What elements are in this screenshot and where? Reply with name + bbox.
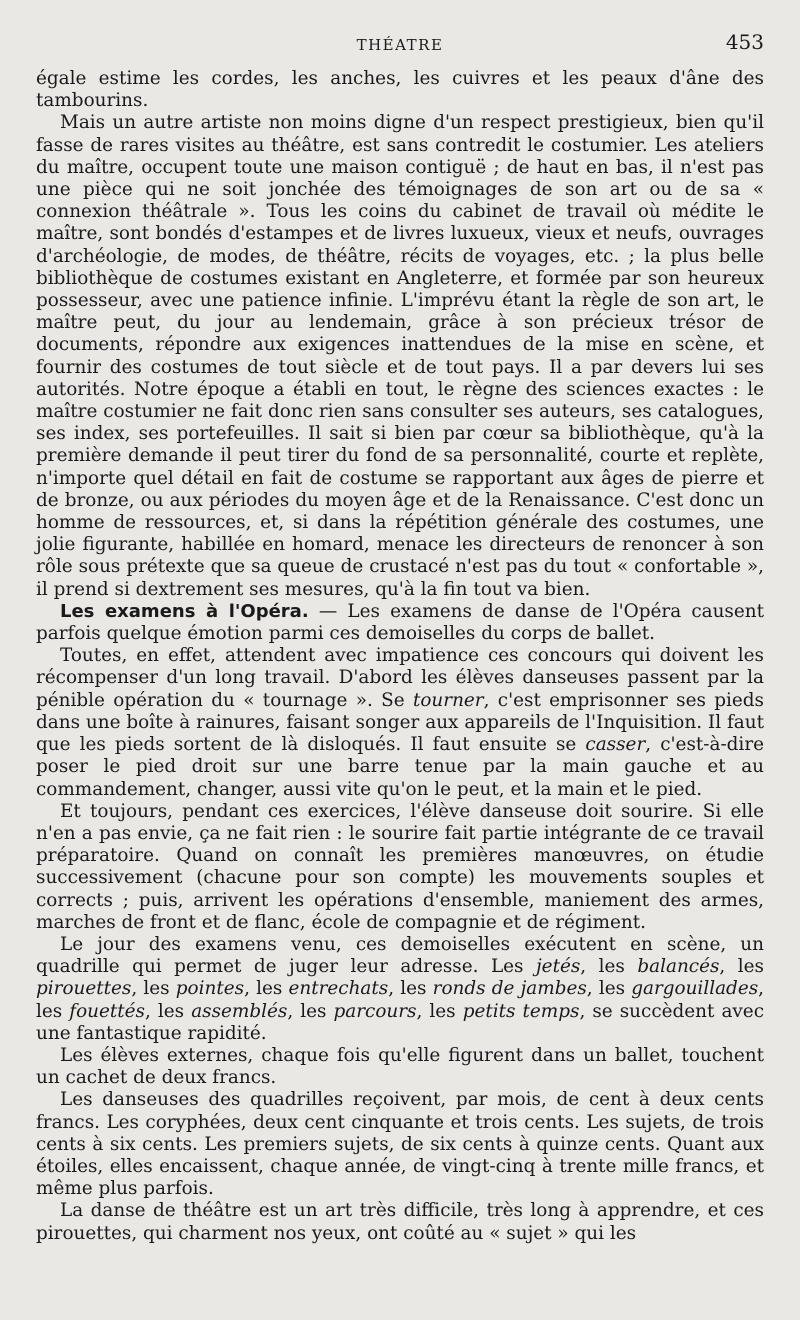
text-run: , c'est emprisonner ses pieds dans une boîte à rainures, faisant songer aux appareils de l'Inquisition. Il faut que les pieds sortent de là disloqués. Il faut ensuite se bbox=[36, 689, 764, 756]
italic-term: jetés bbox=[535, 956, 581, 978]
text-run: La danse de théâtre est un art très difficile, très long à apprendre, et ces pirouettes, qui charment nos yeux, ont coûté au « sujet » qui les bbox=[36, 1200, 764, 1244]
text-run: Les élèves externes, chaque fois qu'elle figurent dans un ballet, touchent un cachet de deux francs. bbox=[36, 1044, 764, 1089]
text-run: , les bbox=[145, 1000, 192, 1022]
paragraph bbox=[36, 1200, 764, 1244]
text-run: Toutes, en effet, attendent avec impatience ces concours qui doivent les récompenser d'un long travail. D'abord les élèves danseuses passent par la pénible opération du « tournage ». Se bbox=[36, 645, 764, 711]
section-heading: Les examens à l'Opéra. bbox=[60, 600, 309, 622]
text-run: , les bbox=[244, 978, 289, 1000]
text-run: Le jour des examens venu, ces demoiselles exécutent en scène, un quadrille qui permet de juger leur adresse. Les bbox=[36, 933, 764, 978]
text-run: , se succèdent avec une fantastique rapidité. bbox=[36, 1000, 764, 1044]
paragraph bbox=[36, 801, 764, 934]
italic-term: parcours bbox=[333, 1000, 417, 1022]
italic-term: fouettés bbox=[69, 1000, 145, 1022]
page-number: 453 bbox=[725, 30, 764, 54]
text-run: , les bbox=[388, 978, 433, 1000]
page-header bbox=[36, 30, 764, 60]
paragraph bbox=[36, 112, 764, 600]
text-run: , les bbox=[580, 956, 638, 978]
italic-term: petits temps bbox=[462, 1000, 580, 1022]
text-run: , les bbox=[416, 1000, 463, 1022]
italic-term: pirouettes bbox=[36, 978, 132, 1000]
text-run: , c'est-à-dire poser le pied droit sur une barre tenue par la main gauche et au commandement, changer, aussi vite qu'on le peut, et la main et le pied. bbox=[36, 734, 764, 800]
paragraph bbox=[36, 601, 764, 645]
body-text bbox=[36, 68, 764, 1245]
italic-term: entrechats bbox=[288, 978, 389, 1000]
italic-term: gargouillades bbox=[631, 978, 759, 1000]
text-run: Et toujours, pendant ces exercices, l'élève danseuse doit sourire. Si elle n'en a pas envie, ça ne fait rien : le sourire fait partie intégrante de ce travail préparatoire. Quand on connaît les premières manœuvres, on étudie successivement (chacune pour son compte) les mouvements souples et corrects ; puis, arrivent les opérations d'ensemble, maniement des armes, marches de front et de flanc, école de compagnie et de régiment. bbox=[36, 800, 764, 933]
paragraph bbox=[36, 1089, 764, 1200]
text-run: , les bbox=[287, 1000, 334, 1022]
paragraph bbox=[36, 645, 764, 800]
text-run: Mais un autre artiste non moins digne d'un respect prestigieux, bien qu'il fasse de rares visites au théâtre, est sans contredit le costumier. Les ateliers du maître, occupent toute une maison contiguë ; de haut en bas, il n'est pas une pièce qui ne soit jonchée des témoignages de son art ou de sa « connexion théâtrale ». Tous les coins du cabinet de travail où médite le maître, sont bondés d'estampes et de livres luxueux, vieux et neufs, ouvrages d'archéologie, de modes, de théâtre, récits de voyages, etc. ; la plus belle bibliothèque de costumes existant en Angleterre, et formée par son heureux possesseur, avec une patience infinie. L'imprévu étant la règle de son art, le maître peut, du jour au lendemain, grâce à son précieux trésor de documents, répondre aux exigences inattendues de la mise en scène, et fournir des costumes de tout siècle et de tout pays. Il a par devers lui ses autorités. Notre époque a établi en tout, le règne des sciences exactes : le maître costumier ne fait donc rien sans consulter ses auteurs, ses catalogues, ses index, ses portefeuilles. Il sait si bien par cœur sa bibliothèque, qu'à la première demande il peut tirer du fond de sa personnalité, courte et replète, n'importe quel détail en fait de costume se rapportant aux âges de pierre et de bronze, ou aux périodes du moyen âge et de la Renaissance. C'est donc un homme de ressources, et, si dans la répétition générale des costumes, une jolie figurante, habillée en homard, menace les directeurs de renoncer à son rôle sous prétexte que sa queue de crustacé n'est pas du tout « confortable », il prend si dextrement ses mesures, qu'à la fin tout va bien. bbox=[36, 112, 764, 600]
text-run: , les bbox=[131, 978, 176, 1000]
text-run: égale estime les cordes, les anches, les cuivres et les peaux d'âne des tambourins. bbox=[36, 68, 764, 112]
paragraph bbox=[36, 934, 764, 1045]
running-title: THÉATRE bbox=[356, 36, 444, 54]
italic-term: casser bbox=[585, 734, 646, 756]
italic-term: pointes bbox=[175, 978, 245, 1000]
italic-term: balancés bbox=[637, 956, 720, 978]
italic-term: ronds de jambes bbox=[432, 978, 587, 1000]
italic-term: tourner bbox=[412, 689, 484, 711]
italic-term: assemblés bbox=[191, 1000, 288, 1022]
paragraph bbox=[36, 68, 764, 112]
paragraph bbox=[36, 1045, 764, 1089]
text-run: — Les examens de danse de l'Opéra causent parfois quelque émotion parmi ces demoiselles du corps de ballet. bbox=[36, 600, 764, 645]
text-run: , les bbox=[719, 956, 764, 978]
text-run: Les danseuses des quadrilles reçoivent, par mois, de cent à deux cents francs. Les coryphées, deux cent cinquante et trois cents. Les sujets, de trois cents à six cents. Les premiers sujets, de six cents à quinze cents. Quant aux étoiles, elles encaissent, chaque année, de vingt-cinq à trente mille francs, et même plus parfois. bbox=[36, 1089, 764, 1200]
text-run: , les bbox=[36, 978, 764, 1022]
text-run: , les bbox=[586, 978, 632, 1000]
